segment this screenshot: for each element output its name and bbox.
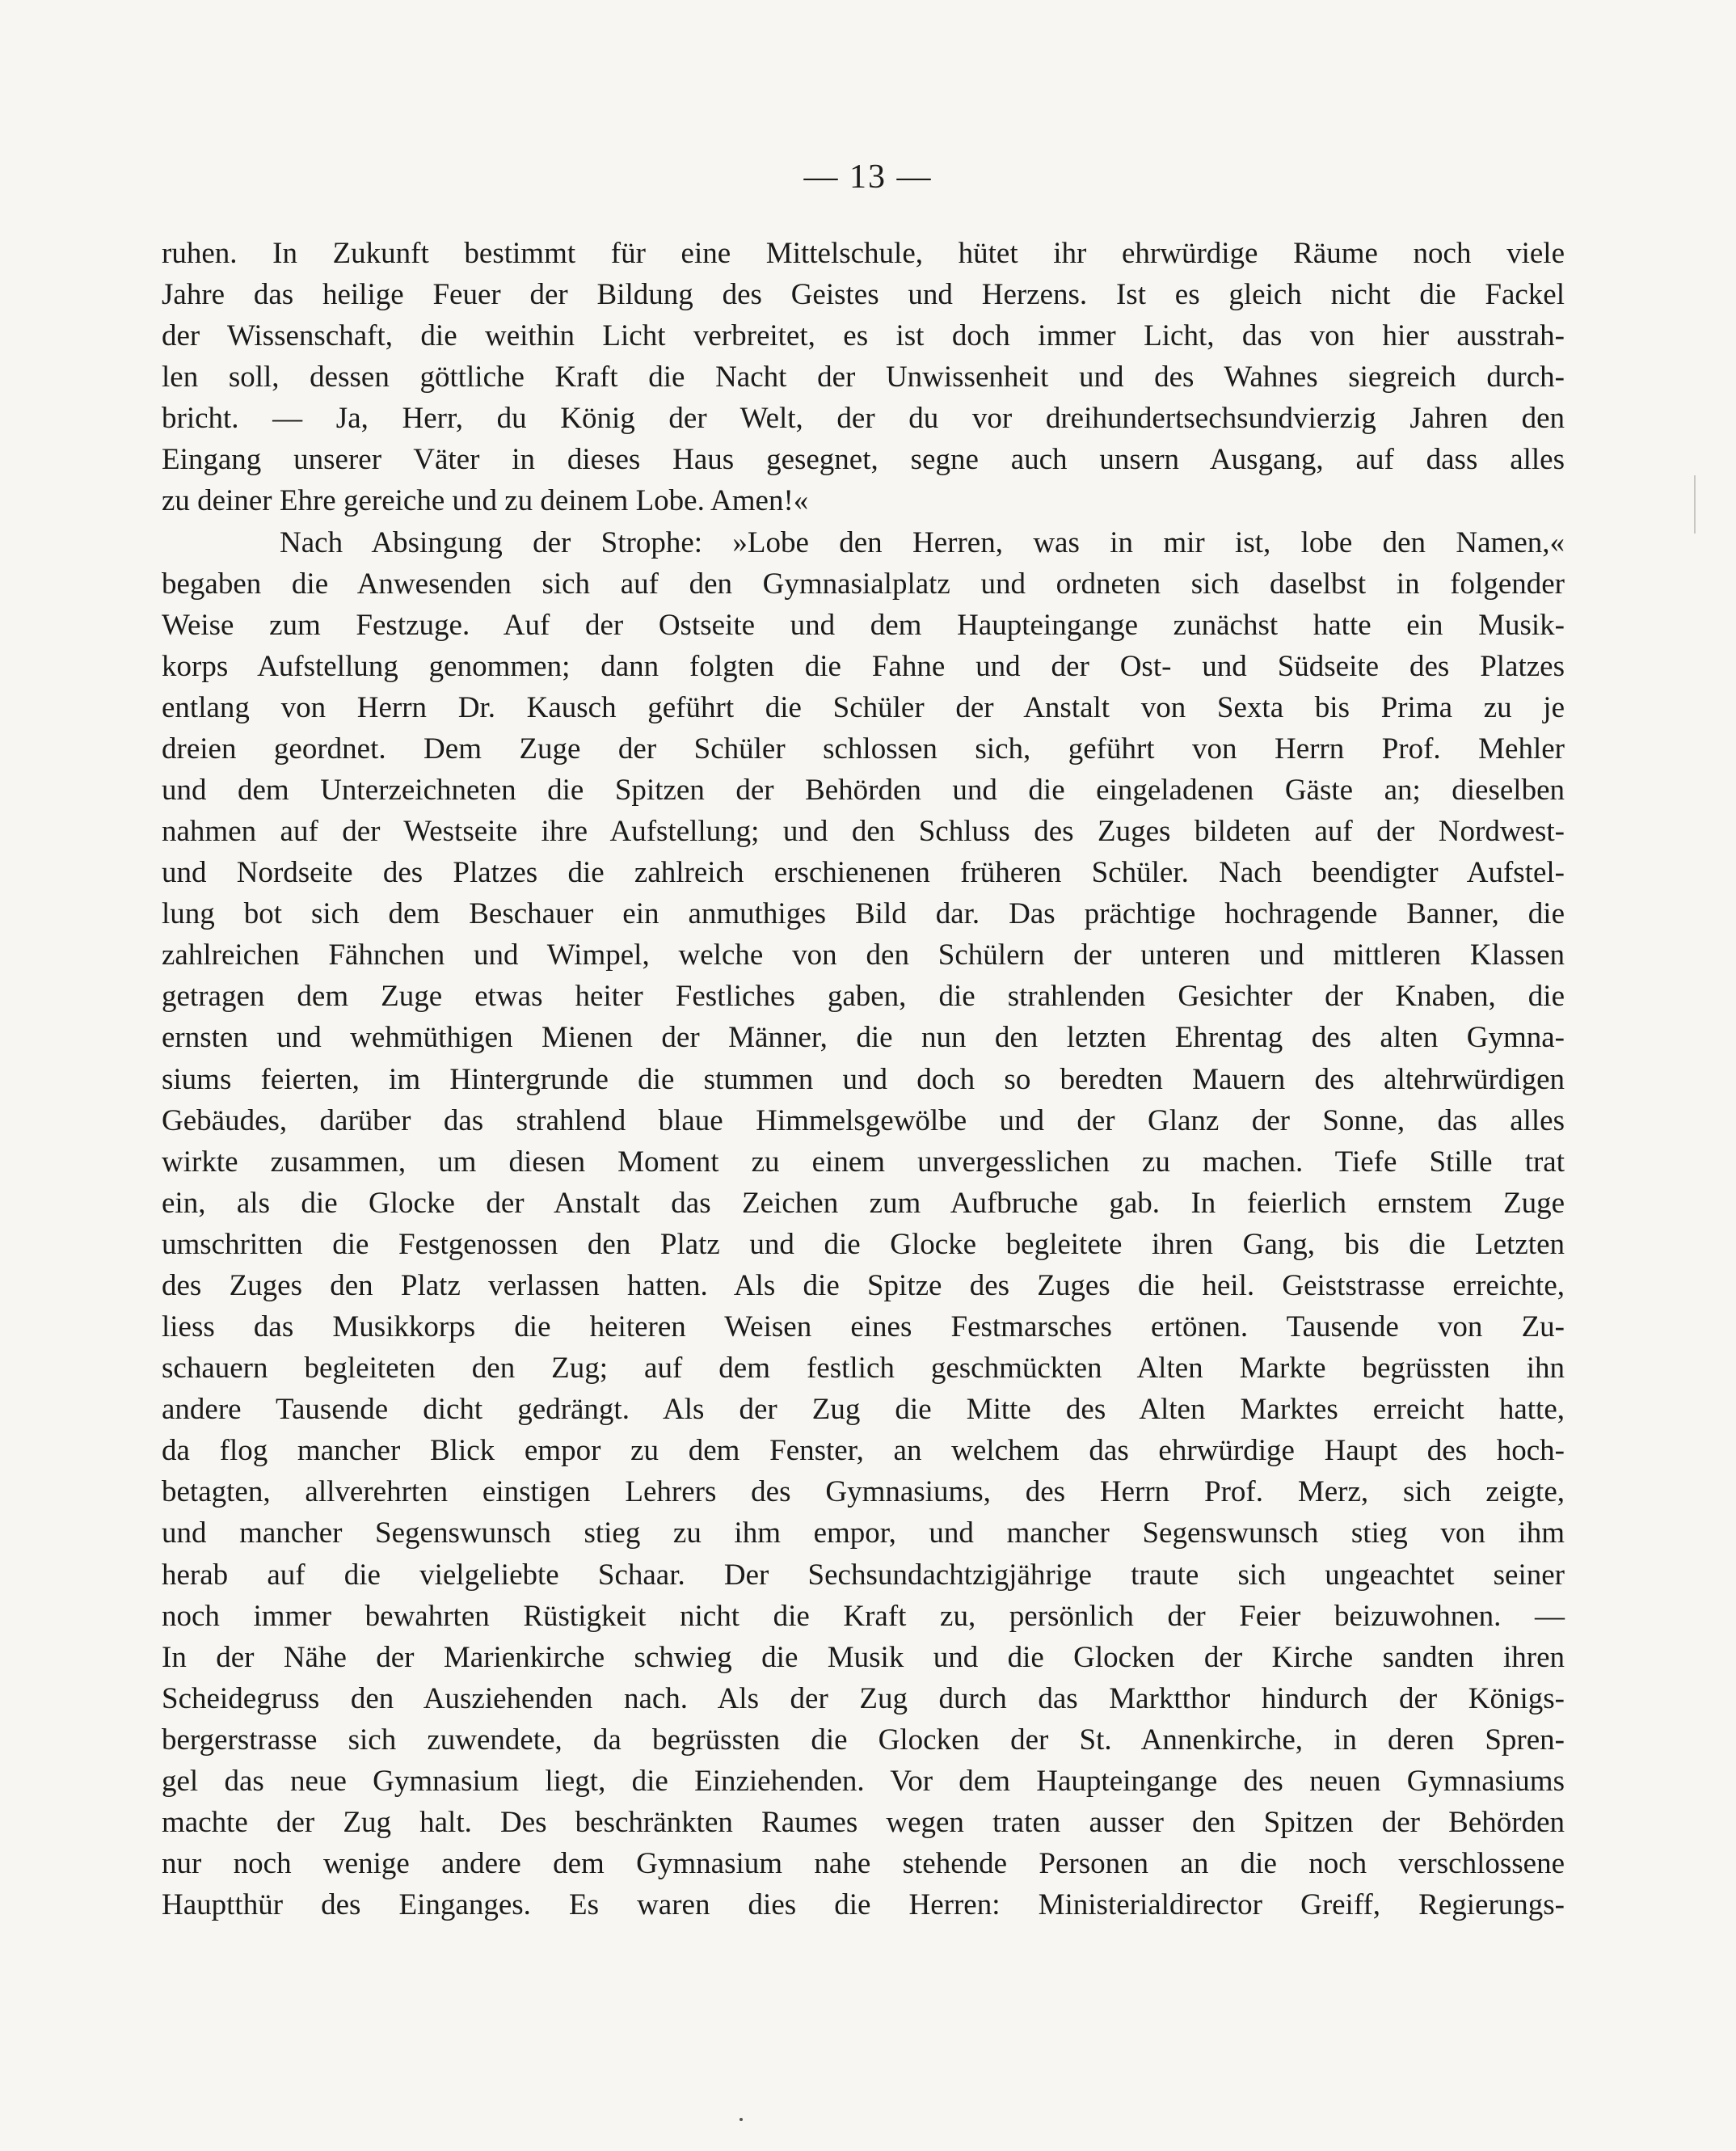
- text-line: liess das Musikkorps die heiteren Weisen eines Festmarsches ertönen. Tausende von Zu-: [162, 1310, 1565, 1344]
- text-line: wirkte zusammen, um diesen Moment zu einem unvergesslichen zu machen. Tiefe Stille trat: [162, 1145, 1565, 1179]
- text-line: Weise zum Festzuge. Auf der Ostseite und dem Haupteingange zunächst hatte ein Musik-: [162, 608, 1565, 642]
- text-line: getragen dem Zuge etwas heiter Festliches gaben, die strahlenden Gesichter der Knaben, die: [162, 980, 1565, 1014]
- text-line: ein, als die Glocke der Anstalt das Zeichen zum Aufbruche gab. In feierlich ernstem Zuge: [162, 1186, 1565, 1220]
- text-line: gel das neue Gymnasium liegt, die Einziehenden. Vor dem Haupteingange des neuen Gymnasiums: [162, 1764, 1565, 1798]
- text-line: bergerstrasse sich zuwendete, da begrüssten die Glocken der St. Annenkirche, in deren Spren-: [162, 1723, 1565, 1757]
- text-line: betagten, allverehrten einstigen Lehrers des Gymnasiums, des Herrn Prof. Merz, sich zeigte,: [162, 1475, 1565, 1509]
- text-line: der Wissenschaft, die weithin Licht verbreitet, es ist doch immer Licht, das von hier ausstrah-: [162, 319, 1565, 353]
- text-line: len soll, dessen göttliche Kraft die Nacht der Unwissenheit und des Wahnes siegreich durch-: [162, 361, 1565, 394]
- text-line: dreien geordnet. Dem Zuge der Schüler schlossen sich, geführt von Herrn Prof. Mehler: [162, 732, 1565, 766]
- paragraph-start-line: Nach Absingung der Strophe: »Lobe den Herren, was in mir ist, lobe den Namen,«: [280, 525, 1565, 559]
- text-line: zahlreichen Fähnchen und Wimpel, welche von den Schülern der unteren und mittleren Klassen: [162, 938, 1565, 972]
- text-line: begaben die Anwesenden sich auf den Gymnasialplatz und ordneten sich daselbst in folgender: [162, 567, 1565, 601]
- text-line: machte der Zug halt. Des beschränkten Raumes wegen traten ausser den Spitzen der Behörden: [162, 1805, 1565, 1839]
- margin-bleed-mark: [1694, 475, 1696, 534]
- text-line: noch immer bewahrten Rüstigkeit nicht die Kraft zu, persönlich der Feier beizuwohnen. —: [162, 1599, 1565, 1633]
- body-text: [162, 233, 1565, 1925]
- text-line: und mancher Segenswunsch stieg zu ihm empor, und mancher Segenswunsch stieg von ihm: [162, 1516, 1565, 1550]
- text-line: Jahre das heilige Feuer der Bildung des Geistes und Herzens. Ist es gleich nicht die Fackel: [162, 278, 1565, 312]
- text-line: Hauptthür des Einganges. Es waren dies die Herren: Ministerialdirector Greiff, Regierungs-: [162, 1888, 1565, 1922]
- page-number: — 13 —: [803, 158, 933, 196]
- paper-speck: [739, 2118, 743, 2121]
- text-line: entlang von Herrn Dr. Kausch geführt die Schüler der Anstalt von Sexta bis Prima zu je: [162, 690, 1565, 724]
- text-line: In der Nähe der Marienkirche schwieg die Musik und die Glocken der Kirche sandten ihren: [162, 1640, 1565, 1674]
- text-line: Eingang unserer Väter in dieses Haus gesegnet, segne auch unsern Ausgang, auf dass alles: [162, 443, 1565, 477]
- text-line: und dem Unterzeichneten die Spitzen der Behörden und die eingeladenen Gäste an; dieselben: [162, 774, 1565, 808]
- text-line: schauern begleiteten den Zug; auf dem festlich geschmückten Alten Markte begrüssten ihn: [162, 1352, 1565, 1385]
- text-line: herab auf die vielgeliebte Schaar. Der Sechsundachtzigjährige traute sich ungeachtet seiner: [162, 1558, 1565, 1592]
- text-line: Gebäudes, darüber das strahlend blaue Himmelsgewölbe und der Glanz der Sonne, das alles: [162, 1103, 1565, 1137]
- text-line: und Nordseite des Platzes die zahlreich erschienenen früheren Schüler. Nach beendigter Aufstel-: [162, 856, 1565, 890]
- text-line: andere Tausende dicht gedrängt. Als der Zug die Mitte des Alten Marktes erreicht hatte,: [162, 1393, 1565, 1427]
- text-line: lung bot sich dem Beschauer ein anmuthiges Bild dar. Das prächtige hochragende Banner, die: [162, 897, 1565, 931]
- text-line: Scheidegruss den Ausziehenden nach. Als der Zug durch das Marktthor hindurch der Königs-: [162, 1681, 1565, 1715]
- text-line: ernsten und wehmüthigen Mienen der Männer, die nun den letzten Ehrentag des alten Gymna-: [162, 1021, 1565, 1055]
- text-line: nahmen auf der Westseite ihre Aufstellung; und den Schluss des Zuges bildeten auf der Nordwest-: [162, 815, 1565, 849]
- text-line: korps Aufstellung genommen; dann folgten die Fahne und der Ost- und Südseite des Platzes: [162, 649, 1565, 683]
- text-line: zu deiner Ehre gereiche und zu deinem Lobe. Amen!«: [162, 484, 809, 518]
- text-line: ruhen. In Zukunft bestimmt für eine Mittelschule, hütet ihr ehrwürdige Räume noch viele: [162, 237, 1565, 270]
- text-line: umschritten die Festgenossen den Platz und die Glocke begleitete ihren Gang, bis die Letzten: [162, 1227, 1565, 1261]
- text-line: da flog mancher Blick empor zu dem Fenster, an welchem das ehrwürdige Haupt des hoch-: [162, 1434, 1565, 1468]
- text-line: bricht. — Ja, Herr, du König der Welt, der du vor dreihundertsechsundvierzig Jahren den: [162, 402, 1565, 436]
- text-line: nur noch wenige andere dem Gymnasium nahe stehende Personen an die noch verschlossene: [162, 1847, 1565, 1881]
- text-line: des Zuges den Platz verlassen hatten. Als die Spitze des Zuges die heil. Geiststrasse erreichte,: [162, 1268, 1565, 1302]
- text-line: siums feierten, im Hintergrunde die stummen und doch so beredten Mauern des altehrwürdigen: [162, 1062, 1565, 1096]
